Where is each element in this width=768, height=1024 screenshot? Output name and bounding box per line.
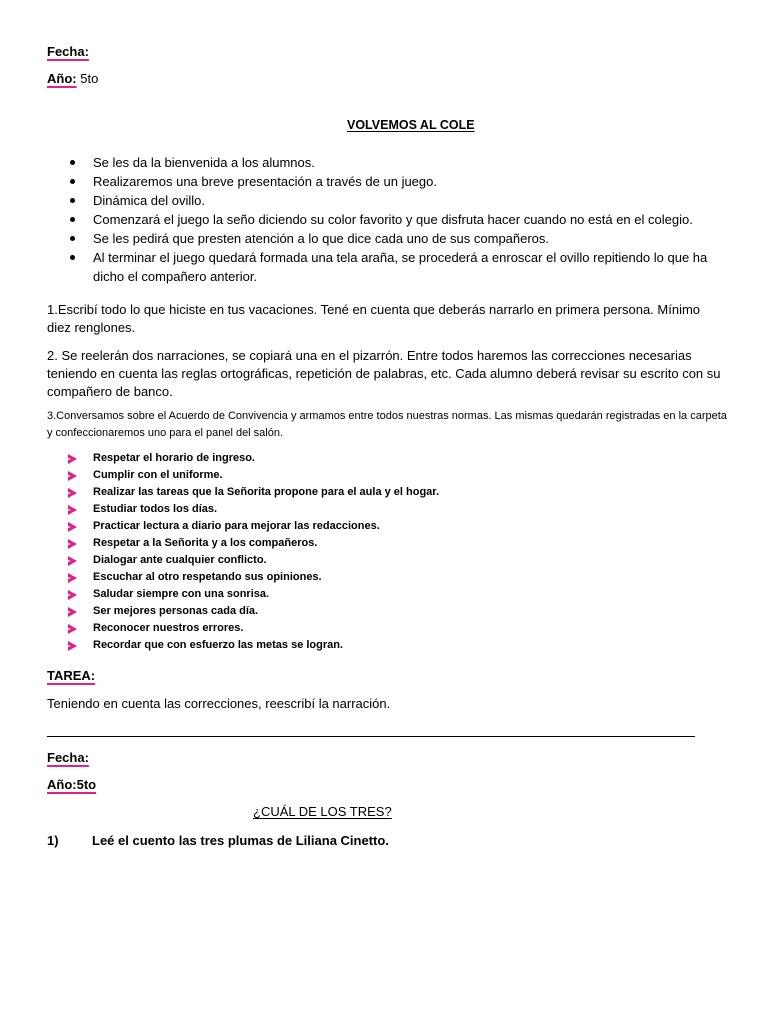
list-item: Ser mejores personas cada día. [68, 603, 728, 620]
second-fecha-label: Fecha: [47, 750, 89, 765]
bullet-dot-icon [70, 179, 75, 184]
bullet-dot-icon [70, 217, 75, 222]
arrow-bullet-icon [68, 522, 77, 532]
activity-1: 1.Escribí todo lo que hiciste en tus vacaciones. Tené en cuenta que deberás narrarlo en primera persona. Mínimo diez renglones. [47, 302, 701, 335]
section-divider [47, 736, 695, 737]
anio-label: Año: [47, 71, 77, 86]
list-item: Respetar el horario de ingreso. [68, 450, 728, 467]
list-item: Realizaremos una breve presentación a través de un juego. [68, 172, 728, 191]
list-item: Saludar siempre con una sonrisa. [68, 586, 728, 603]
list-item: Reconocer nuestros errores. [68, 620, 728, 637]
arrow-bullet-icon [68, 505, 77, 515]
list-item: Recordar que con esfuerzo las metas se logran. [68, 637, 728, 654]
arrow-bullet-icon [68, 607, 77, 617]
list-item: Escuchar al otro respetando sus opiniones. [68, 569, 728, 586]
list-item: Al terminar el juego quedará formada una tela araña, se procederá a enroscar el ovillo repitiendo lo que ha dicho el compañero anterior. [68, 248, 728, 286]
second-item-number: 1) [47, 833, 59, 848]
bullet-dot-icon [70, 255, 75, 260]
second-title: ¿CUÁL DE LOS TRES? [253, 804, 392, 819]
arrow-bullet-icon [68, 539, 77, 549]
list-item: Practicar lectura a diario para mejorar las redacciones. [68, 518, 728, 535]
arrow-bullet-icon [68, 488, 77, 498]
arrow-bullet-icon [68, 590, 77, 600]
list-item: Estudiar todos los días. [68, 501, 728, 518]
tarea-label: TAREA: [47, 668, 96, 683]
list-item: Se les da la bienvenida a los alumnos. [68, 153, 728, 172]
list-item: Se les pedirá que presten atención a lo que dice cada uno de sus compañeros. [68, 229, 728, 248]
activity-3: 3.Conversamos sobre el Acuerdo de Convivencia y armamos entre todos nuestras normas. Las mismas quedarán registradas en la carpeta y confeccionaremos uno para el panel del salón. [47, 410, 727, 439]
anio-line [47, 71, 98, 86]
activity-2: 2. Se reelerán dos narraciones, se copiará una en el pizarrón. Entre todos haremos las correcciones necesarias teniendo en cuenta las reglas ortográficas, repetición de palabras, etc. Cada alumno deberá revisar su escrito con su compañero de banco. [47, 348, 721, 399]
intro-bullet-list [68, 153, 728, 286]
list-item: Cumplir con el uniforme. [68, 467, 728, 484]
fecha-label: Fecha: [47, 44, 89, 59]
list-item: Respetar a la Señorita y a los compañeros. [68, 535, 728, 552]
arrow-bullet-icon [68, 454, 77, 464]
list-item: Dialogar ante cualquier conflicto. [68, 552, 728, 569]
arrow-bullet-icon [68, 471, 77, 481]
page-title: VOLVEMOS AL COLE [347, 118, 475, 132]
bullet-dot-icon [70, 198, 75, 203]
arrow-bullet-icon [68, 641, 77, 651]
list-item: Comenzará el juego la seño diciendo su color favorito y que disfruta hacer cuando no está en el colegio. [68, 210, 728, 229]
second-anio-label: Año:5to [47, 777, 97, 792]
list-item: Realizar las tareas que la Señorita propone para el aula y el hogar. [68, 484, 728, 501]
arrow-bullet-icon [68, 573, 77, 583]
bullet-dot-icon [70, 236, 75, 241]
arrow-bullet-icon [68, 624, 77, 634]
bullet-dot-icon [70, 160, 75, 165]
arrow-bullet-icon [68, 556, 77, 566]
second-item-text: Leé el cuento las tres plumas de Liliana Cinetto. [92, 833, 389, 848]
list-item: Dinámica del ovillo. [68, 191, 728, 210]
rules-list [68, 450, 728, 654]
anio-value: 5to [76, 71, 99, 86]
tarea-text: Teniendo en cuenta las correcciones, reescribí la narración. [47, 696, 391, 711]
